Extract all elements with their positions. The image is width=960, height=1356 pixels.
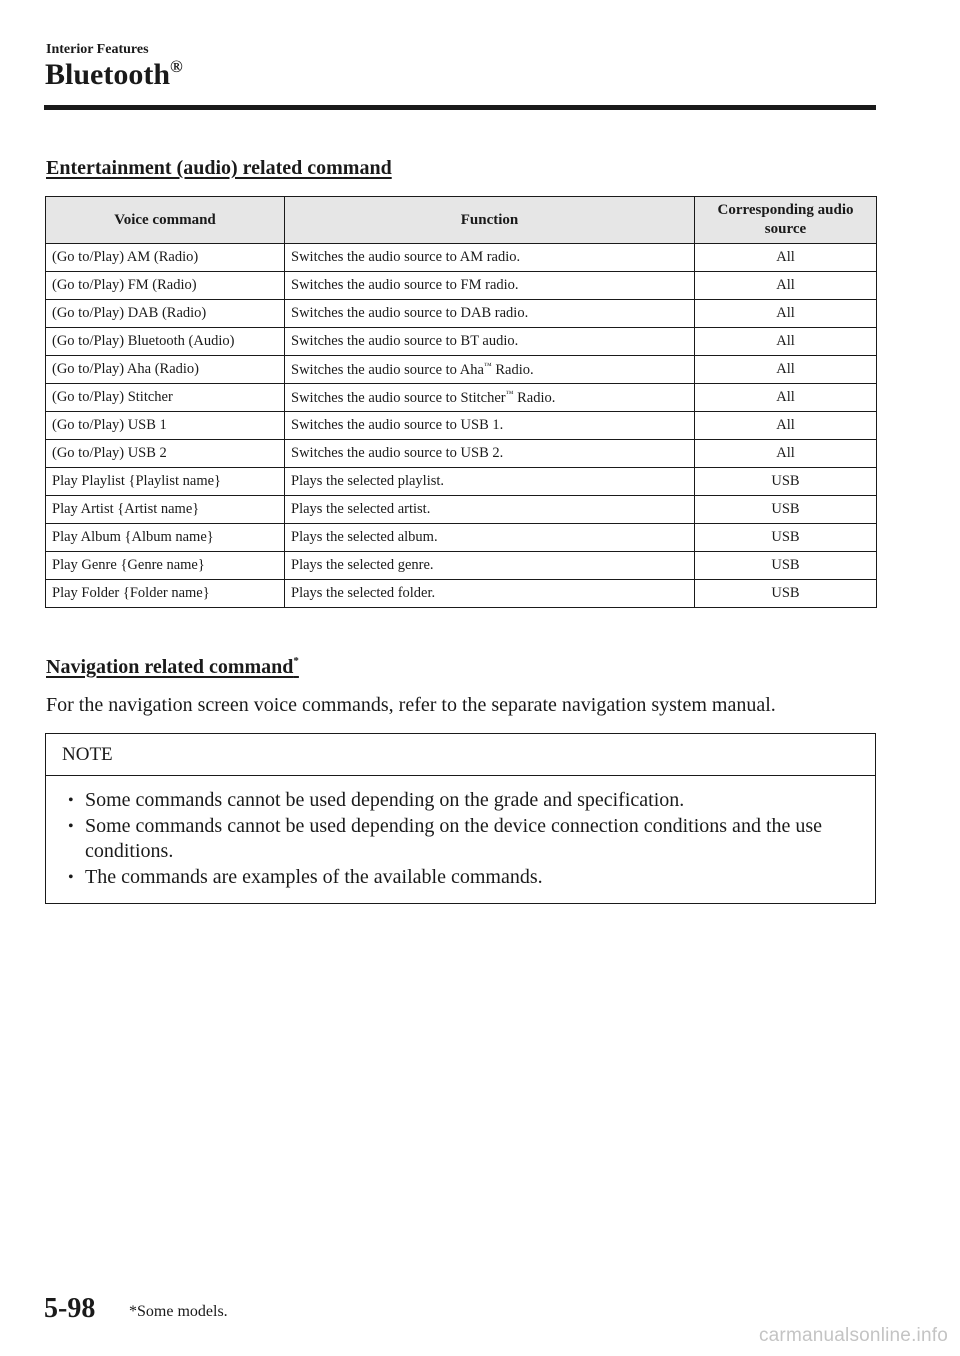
audio-source-cell: USB (695, 524, 877, 552)
audio-source-cell: All (695, 272, 877, 300)
audio-source-cell: All (695, 356, 877, 384)
function-text: Switches the audio source to Aha (291, 361, 484, 378)
voice-command-cell: (Go to/Play) FM (Radio) (46, 272, 285, 300)
voice-command-cell: Play Folder {Folder name} (46, 580, 285, 608)
voice-command-cell: (Go to/Play) USB 2 (46, 440, 285, 468)
table-header-row (46, 197, 877, 244)
note-list (46, 776, 875, 890)
column-header-function: Function (285, 197, 695, 244)
note-item-text: Some commands cannot be used depending on the device connection conditions and the use conditions. (85, 814, 823, 862)
footnote: *Some models. (129, 1303, 228, 1320)
function-cell: Switches the audio source to FM radio. (285, 272, 695, 300)
function-cell: Plays the selected artist. (285, 496, 695, 524)
bullet-icon: • (68, 868, 74, 886)
trademark-mark: ™ (505, 388, 514, 398)
note-item (46, 865, 875, 891)
table-row (46, 552, 877, 580)
audio-source-cell: All (695, 384, 877, 412)
audio-source-cell: All (695, 300, 877, 328)
table-row (46, 496, 877, 524)
function-cell: Switches the audio source to AM radio. (285, 244, 695, 272)
voice-command-cell: Play Genre {Genre name} (46, 552, 285, 580)
note-box (45, 733, 876, 904)
function-cell: Plays the selected genre. (285, 552, 695, 580)
navigation-heading (46, 655, 299, 679)
entertainment-heading: Entertainment (audio) related command (46, 157, 392, 179)
audio-source-cell: USB (695, 552, 877, 580)
function-text: Switches the audio source to Stitcher (291, 389, 506, 406)
audio-source-cell: All (695, 328, 877, 356)
bullet-icon: • (68, 792, 74, 809)
chapter-title (45, 57, 183, 92)
audio-source-cell: USB (695, 580, 877, 608)
table-row (46, 356, 877, 384)
function-cell: Switches the audio source to DAB radio. (285, 300, 695, 328)
page-number: 5-98 (44, 1293, 96, 1324)
audio-source-cell: All (695, 412, 877, 440)
registered-mark: ® (170, 57, 183, 76)
table-row (46, 328, 877, 356)
voice-command-cell: Play Album {Album name} (46, 524, 285, 552)
trademark-mark: ™ (483, 360, 492, 370)
some-models-mark: * (293, 655, 299, 667)
audio-source-cell: All (695, 244, 877, 272)
note-item-text: Some commands cannot be used depending on the grade and specification. (85, 789, 685, 811)
table-row (46, 440, 877, 468)
voice-command-cell: (Go to/Play) Stitcher (46, 384, 285, 412)
title-rule (44, 105, 876, 110)
voice-command-cell: (Go to/Play) DAB (Radio) (46, 300, 285, 328)
note-item-text: The commands are examples of the available commands. (85, 865, 543, 888)
voice-command-cell: (Go to/Play) USB 1 (46, 412, 285, 440)
watermark: carmanualsonline.info (758, 1325, 948, 1346)
voice-command-table (45, 196, 877, 608)
table-row (46, 468, 877, 496)
chapter-title-text: Bluetooth (45, 58, 171, 91)
table-row (46, 412, 877, 440)
audio-source-cell: All (695, 440, 877, 468)
voice-command-cell: (Go to/Play) Aha (Radio) (46, 356, 285, 384)
navigation-heading-text: Navigation related command (46, 656, 294, 678)
function-cell: Switches the audio source to USB 1. (285, 412, 695, 440)
voice-command-cell: Play Playlist {Playlist name} (46, 468, 285, 496)
table-row (46, 580, 877, 608)
table-row (46, 272, 877, 300)
table-row (46, 524, 877, 552)
function-cell: Plays the selected folder. (285, 580, 695, 608)
bullet-icon: • (68, 817, 74, 835)
function-text-end: Radio. (513, 389, 556, 406)
navigation-text: For the navigation screen voice commands, refer to the separate navigation system manual. (46, 694, 776, 716)
function-cell: Plays the selected album. (285, 524, 695, 552)
table-row (46, 384, 877, 412)
note-label: NOTE (46, 734, 875, 776)
note-item (46, 814, 875, 865)
function-cell: Plays the selected playlist. (285, 468, 695, 496)
audio-source-cell: USB (695, 468, 877, 496)
note-item (46, 788, 875, 814)
audio-source-cell: USB (695, 496, 877, 524)
function-cell (285, 384, 695, 412)
function-text-end: Radio. (491, 361, 534, 378)
function-cell: Switches the audio source to BT audio. (285, 328, 695, 356)
voice-command-cell: (Go to/Play) Bluetooth (Audio) (46, 328, 285, 356)
function-cell (285, 356, 695, 384)
voice-command-cell: Play Artist {Artist name} (46, 496, 285, 524)
function-cell: Switches the audio source to USB 2. (285, 440, 695, 468)
table-row (46, 244, 877, 272)
voice-command-cell: (Go to/Play) AM (Radio) (46, 244, 285, 272)
column-header-voice-command: Voice command (46, 197, 285, 244)
table-row (46, 300, 877, 328)
section-kicker: Interior Features (46, 42, 149, 57)
column-header-audio-source: Corresponding audio source (695, 197, 877, 244)
